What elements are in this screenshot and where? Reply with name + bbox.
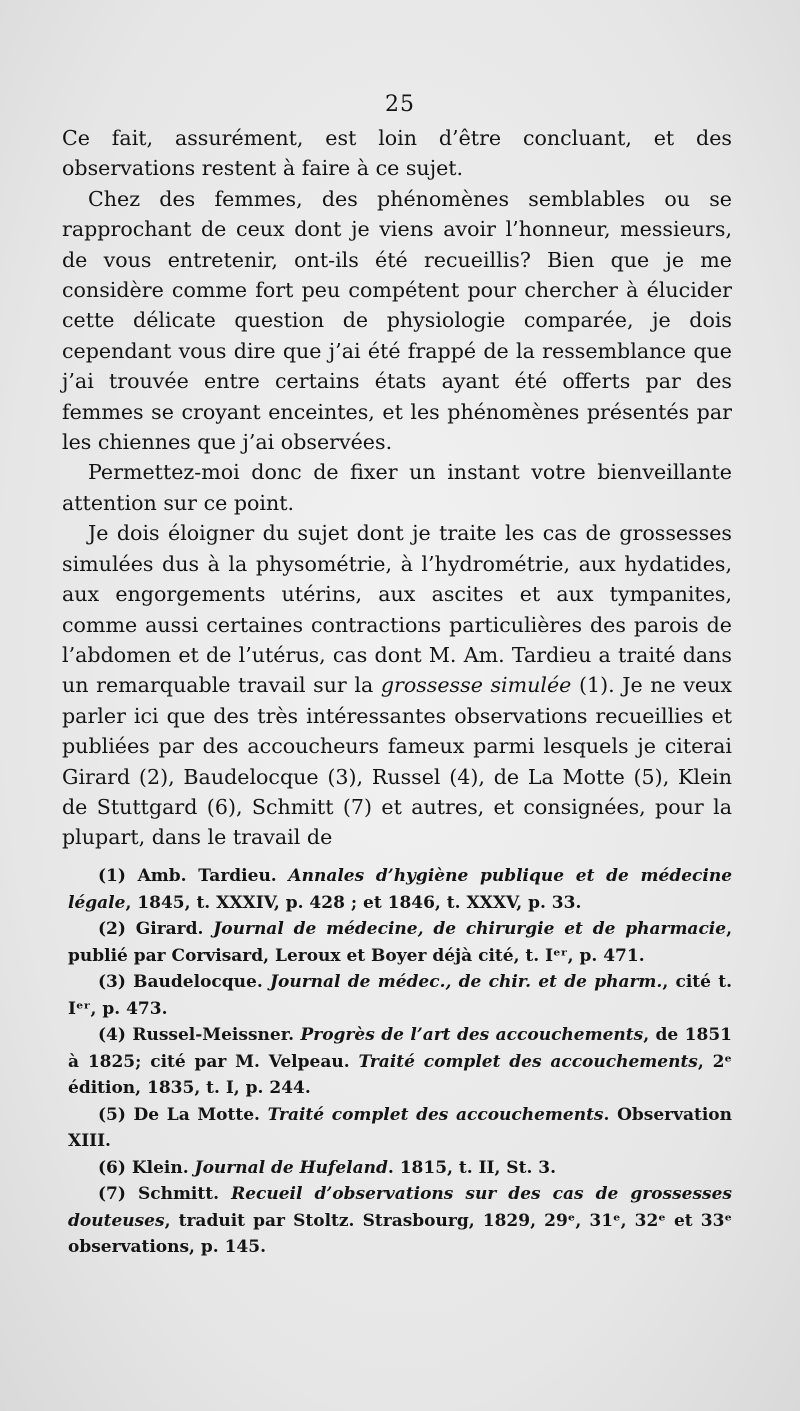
text-run: (1). Je ne veux parler ici que des très intéressantes observations recueillies et publiées par des accoucheurs fameux parmi lesquels je citerai Girard (2), Baudelocque (3), Russel (4), de La Motte (5), Klein de Stuttgard (6), Schmitt (7) et autres, et consignées, pour la plupart, dans le travail de (62, 673, 732, 850)
footnote-author: (7) Schmitt. (98, 1184, 232, 1204)
footnote-title: Journal de médec., de chir. et de pharm. (269, 972, 663, 992)
footnote-reference: . Observation XIII. (68, 1104, 733, 1151)
paragraph (62, 457, 732, 518)
paragraph (62, 518, 732, 852)
text-run: Ce fait, assurément, est loin d’être concluant, et des observations restent à faire à ce sujet. (62, 126, 732, 181)
paragraph (62, 123, 732, 184)
footnote-author: (6) Klein. (98, 1157, 195, 1178)
main-text (62, 123, 732, 853)
footnote-title: Annales d’hygiène publique et de médecine légale (68, 866, 733, 913)
footnote-reference: , 1845, t. XXXIV, p. 428 ; et 1846, t. XXXV, p. 33. (125, 892, 582, 913)
footnote-reference: . 1815, t. II, St. 3. (387, 1157, 557, 1178)
footnote (68, 863, 732, 916)
footnote (68, 1022, 732, 1102)
text-run: Chez des femmes, des phénomènes semblables ou se rapprochant de ceux dont je viens avoir l’honneur, messieurs, de vous entretenir, ont-ils été recueillis? Bien que je me considère comme fort peu compétent pour chercher à élucider cette délicate question de physiologie comparée, je dois cependant vous dire que j’ai été frappé de la ressemblance que j’ai trouvée entre certains états ayant été offerts par des femmes se croyant enceintes, et les phénomènes présentés par les chiennes que j’ai observées. (62, 186, 732, 455)
footnote (68, 916, 732, 969)
footnote-title: Traité complet des accouchements (358, 1051, 698, 1072)
footnote-author: (3) Baudelocque. (98, 972, 270, 992)
footnote-reference: , 2ᵉ édition, 1835, t. I, p. 244. (68, 1051, 732, 1098)
footnote-title: Traité complet des accouchements (267, 1104, 604, 1125)
footnote-author: (4) Russel-Meissner. (98, 1025, 301, 1045)
footnote-author: (5) De La Motte. (98, 1104, 268, 1125)
footnote-title: Progrès de l’art des accouchements (300, 1025, 644, 1045)
footnote (68, 969, 732, 1022)
text-run: Permettez-moi donc de fixer un instant votre bienveillante attention sur ce point. (62, 460, 732, 515)
footnotes (68, 863, 732, 1261)
footnote-title: Journal de médecine, de chirurgie et de pharmacie (213, 919, 727, 939)
footnote (68, 1155, 732, 1182)
footnote-title: Journal de Hufeland (194, 1157, 388, 1178)
footnote-title: Recueil d’observations sur des cas de grossesses douteuses (68, 1184, 733, 1231)
footnote-author: (2) Girard. (98, 919, 214, 939)
footnote (68, 1181, 732, 1261)
page-number: 25 (385, 92, 415, 117)
footnote-reference: , publié par Corvisard, Leroux et Boyer déjà cité, t. Iᵉʳ, p. 471. (68, 919, 732, 966)
footnote-author: (1) Amb. Tardieu. (98, 866, 289, 886)
footnote-reference: , de 1851 à 1825; cité par M. Velpeau. (68, 1025, 732, 1072)
italic-term: grossesse simulée (380, 673, 572, 698)
footnote (68, 1102, 732, 1155)
footnote-reference: , traduit par Stoltz. Strasbourg, 1829, 29ᵉ, 31ᵉ, 32ᵉ et 33ᵉ observations, p. 145. (68, 1210, 732, 1257)
text-run: Je dois éloigner du sujet dont je traite les cas de grossesses simulées dus à la physométrie, à l’hydrométrie, aux hydatides, aux engorgements utérins, aux ascites et aux tympanites, comme aussi certaines contractions particulières des parois de l’abdomen et de l’utérus, cas dont M. Am. Tardieu a traité dans un remarquable travail sur la (62, 521, 732, 698)
footnote-reference: , cité t. Iᵉʳ, p. 473. (68, 972, 732, 1019)
paragraph (62, 184, 732, 458)
